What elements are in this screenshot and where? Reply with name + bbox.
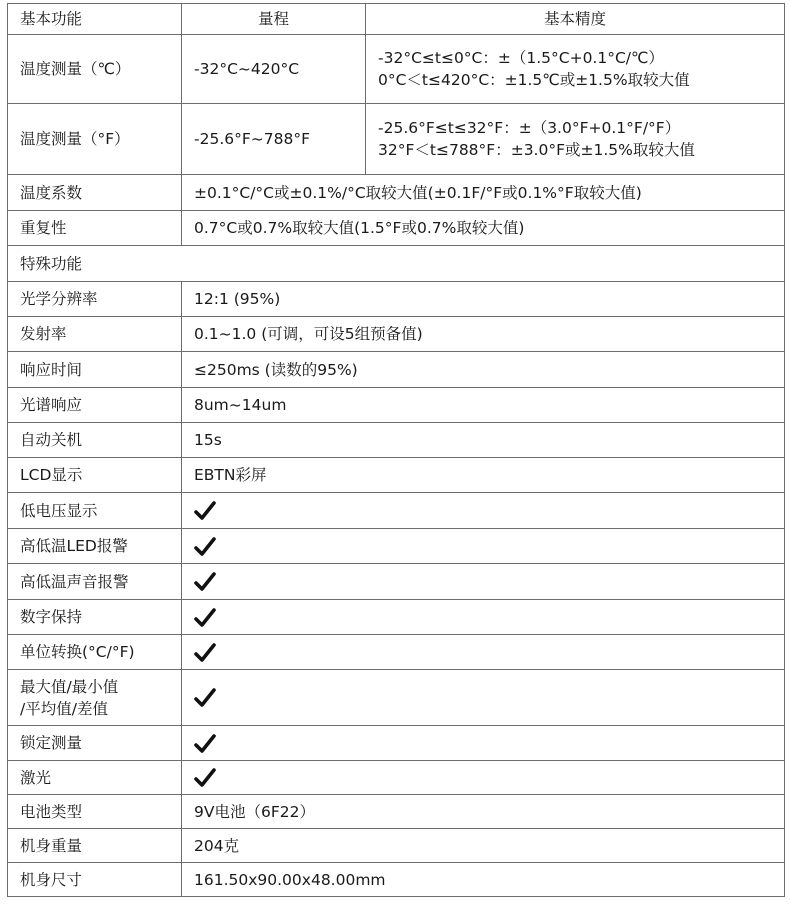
accuracy-line: 0°C＜t≤420°C：±1.5℃或±1.5%取较大值 xyxy=(378,71,690,89)
row-value: 15s xyxy=(182,423,785,458)
accuracy-line: 32°F＜t≤788°F：±3.0°F或±1.5%取较大值 xyxy=(378,141,695,159)
table-row xyxy=(8,600,785,635)
header-accuracy: 基本精度 xyxy=(366,4,785,35)
row-accuracy xyxy=(366,104,785,175)
row-value: 9V电池（6F22） xyxy=(182,795,785,829)
row-label: 响应时间 xyxy=(8,352,182,388)
table-row xyxy=(8,795,785,829)
row-label: 光学分辨率 xyxy=(8,282,182,317)
row-value: 12:1 (95%) xyxy=(182,282,785,317)
accuracy-line: -25.6°F≤t≤32°F：±（3.0°F+0.1°F/°F） xyxy=(378,119,681,137)
table-row xyxy=(8,726,785,761)
row-value: 8um~14um xyxy=(182,388,785,423)
table-row xyxy=(8,423,785,458)
row-value: EBTN彩屏 xyxy=(182,458,785,493)
table-row xyxy=(8,670,785,726)
row-label xyxy=(8,670,182,726)
row-value: 204克 xyxy=(182,829,785,863)
table-row xyxy=(8,493,785,529)
row-value xyxy=(182,600,785,635)
row-label: 温度测量（℃） xyxy=(8,35,182,104)
row-value xyxy=(182,726,785,761)
table-row xyxy=(8,35,785,104)
table-row xyxy=(8,104,785,175)
checkmark-icon xyxy=(194,688,216,708)
row-label: 单位转换(°C/°F) xyxy=(8,635,182,670)
row-label: 低电压显示 xyxy=(8,493,182,529)
table-row xyxy=(8,211,785,246)
row-value: 161.50x90.00x48.00mm xyxy=(182,863,785,897)
table-row xyxy=(8,564,785,600)
spec-table-body xyxy=(8,4,785,897)
accuracy-line: -32°C≤t≤0°C：±（1.5°C+0.1°C/℃） xyxy=(378,49,664,67)
row-label: 温度测量（°F） xyxy=(8,104,182,175)
table-row xyxy=(8,388,785,423)
row-value: 0.7°C或0.7%取较大值(1.5°F或0.7%取较大值) xyxy=(182,211,785,246)
row-value: ±0.1°C/°C或±0.1%/°C取较大值(±0.1F/°F或0.1%°F取较大值) xyxy=(182,175,785,211)
row-value: 0.1~1.0 (可调，可设5组预备值) xyxy=(182,317,785,352)
row-range: -32°C~420°C xyxy=(182,35,366,104)
row-label: 自动关机 xyxy=(8,423,182,458)
row-value xyxy=(182,493,785,529)
checkmark-icon xyxy=(194,734,216,754)
checkmark-icon xyxy=(194,572,216,592)
spec-table xyxy=(7,3,785,897)
row-value xyxy=(182,670,785,726)
checkmark-icon xyxy=(194,768,216,788)
row-value xyxy=(182,635,785,670)
table-row xyxy=(8,829,785,863)
header-function: 基本功能 xyxy=(8,4,182,35)
row-label: 发射率 xyxy=(8,317,182,352)
header-range: 量程 xyxy=(182,4,366,35)
row-label: 锁定测量 xyxy=(8,726,182,761)
row-value: ≤250ms (读数的95%) xyxy=(182,352,785,388)
checkmark-icon xyxy=(194,501,216,521)
row-label: 光谱响应 xyxy=(8,388,182,423)
row-label: LCD显示 xyxy=(8,458,182,493)
row-value xyxy=(182,529,785,564)
row-range: -25.6°F~788°F xyxy=(182,104,366,175)
row-label: 高低温LED报警 xyxy=(8,529,182,564)
row-label: 温度系数 xyxy=(8,175,182,211)
header-row xyxy=(8,4,785,35)
row-accuracy xyxy=(366,35,785,104)
table-row xyxy=(8,352,785,388)
row-label: 机身尺寸 xyxy=(8,863,182,897)
row-label: 数字保持 xyxy=(8,600,182,635)
row-label: 高低温声音报警 xyxy=(8,564,182,600)
row-label: 激光 xyxy=(8,761,182,795)
section-heading: 特殊功能 xyxy=(8,246,785,282)
checkmark-icon xyxy=(194,608,216,628)
row-value xyxy=(182,564,785,600)
table-row xyxy=(8,458,785,493)
row-label: 电池类型 xyxy=(8,795,182,829)
table-row xyxy=(8,863,785,897)
row-label: 机身重量 xyxy=(8,829,182,863)
checkmark-icon xyxy=(194,537,216,557)
table-row xyxy=(8,317,785,352)
row-value xyxy=(182,761,785,795)
table-row xyxy=(8,282,785,317)
row-label: 重复性 xyxy=(8,211,182,246)
label-line: 最大值/最小值 xyxy=(20,677,119,696)
checkmark-icon xyxy=(194,643,216,663)
table-row xyxy=(8,246,785,282)
table-row xyxy=(8,175,785,211)
table-row xyxy=(8,529,785,564)
table-row xyxy=(8,761,785,795)
label-line: /平均值/差值 xyxy=(20,699,108,718)
table-row xyxy=(8,635,785,670)
